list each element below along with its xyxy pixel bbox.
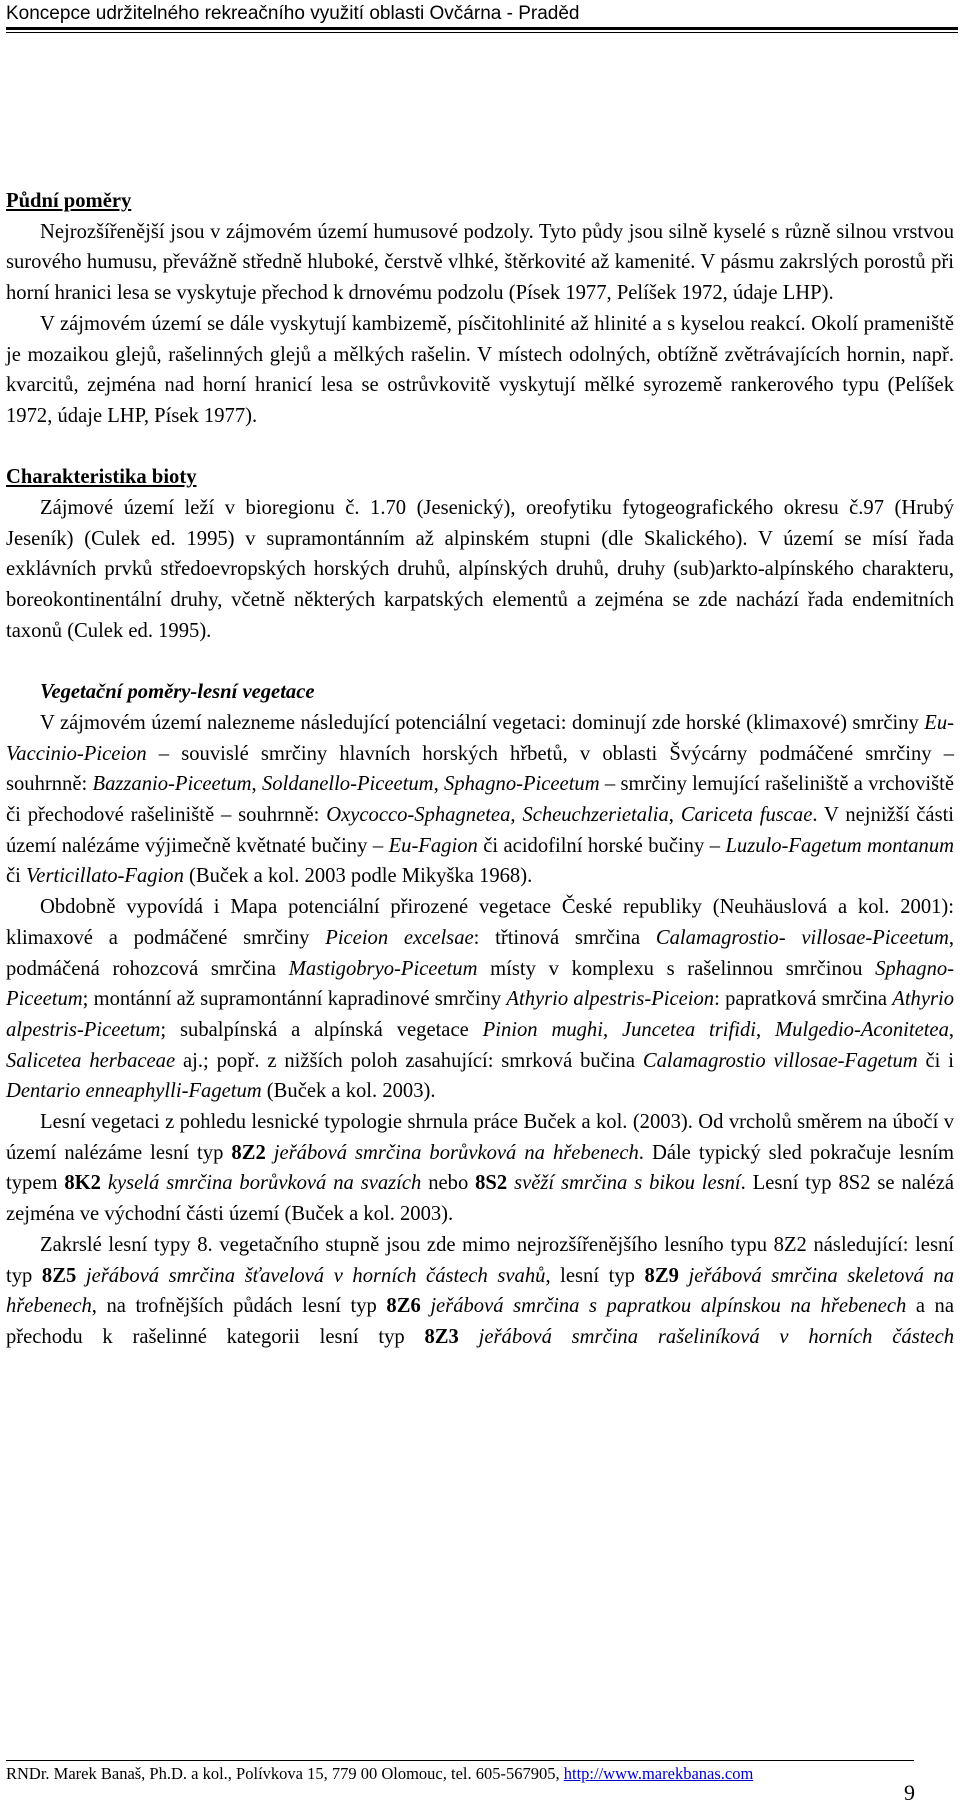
paragraph-vegetation-4 — [6, 1230, 954, 1353]
text-run: či — [6, 865, 27, 888]
footer-website-link[interactable]: http://www.marekbanas.com — [563, 1764, 754, 1783]
forest-type-code: 8Z3 — [424, 1325, 459, 1348]
text-run: , — [251, 773, 262, 796]
italic-term: Salicetea herbaceae — [6, 1049, 176, 1072]
italic-term: Bazzanio-Piceetum — [92, 773, 252, 796]
text-run: , podmáčená rohozcová smrčina — [6, 926, 955, 980]
text-run: , — [755, 1018, 776, 1041]
text-run: – smrčiny lemující rašeliniště a vrchoviště či přechodové rašeliniště – souhrnně: — [6, 773, 955, 827]
page-footer — [6, 1764, 946, 1784]
footer-rule — [6, 1760, 914, 1761]
paragraph-soil-2: V zájmovém území se dále vyskytují kambizemě, písčitohlinité až hlinité a s kyselou reakcí. Okolí prameniště je mozaikou glejů, rašelinných glejů a mělkých rašelin. V místech odolných, obtížně zvětrávajících hornin, např. kvarcitů, zejména nad horní hranicí lesa se ostrůvkovitě vyskytují mělké syrozemě rankerového typu (Pelíšek 1972, údaje LHP, Písek 1977). — [6, 312, 954, 427]
text-run: . V nejnižší části území nalézáme výjimečně květnaté bučiny – — [6, 804, 955, 857]
text-run: V zájmovém území nalezneme následující potenciální vegetaci: dominují zde horské (klimaxové) smrčiny — [40, 711, 925, 734]
paragraph-soil-1: Nejrozšířenější jsou v zájmovém území humusové podzoly. Tyto půdy jsou silně kyselé s různě silnou vrstvou surového humusu, převážně středně hluboké, čerstvě vlhké, štěrkovité až kamenité. V pásmu zakrslých porostů při horní hranici lesa se vyskytuje přechod k drnovému podzolu (Písek 1977, Pelíšek 1972, údaje LHP). — [6, 220, 954, 305]
italic-term: Luzulo-Fagetum montanum — [725, 834, 954, 857]
italic-term: Verticillato-Fagion — [26, 865, 184, 888]
running-header: Koncepce udržitelného rekreačního využití oblasti Ovčárna - Praděd — [6, 3, 580, 24]
text-run: ; subalpínská a alpínská vegetace — [160, 1018, 483, 1041]
text-run: , — [602, 1018, 622, 1041]
italic-term: Athyrio alpestris-Piceetum — [6, 988, 955, 1041]
italic-term: kyselá smrčina borůvková na svazích — [107, 1172, 422, 1195]
section-heading-biota: Charakteristika bioty — [6, 466, 197, 489]
italic-term: svěží smrčina s bikou lesní — [514, 1172, 741, 1195]
text-run: , — [948, 1018, 955, 1041]
text-run: Obdobně vypovídá i Mapa potenciální přirozené vegetace České republiky (Neuhäuslová a kol. 2001): klimaxové a podmáčené smrčiny — [6, 896, 954, 949]
italic-term: Cariceta fuscae — [680, 804, 813, 827]
text-run: , — [668, 804, 681, 827]
italic-term: jeřábová smrčina šťavelová v horních částech svahů — [85, 1264, 546, 1287]
text-run: . Dále typický sled pokračuje lesním typem — [6, 1141, 954, 1195]
text-run: : třtinová smrčina — [473, 926, 656, 949]
text-run: , — [433, 773, 445, 796]
text-run — [76, 1265, 86, 1287]
italic-term: Calamagrostio- villosae-Piceetum — [655, 926, 949, 949]
italic-term: jeřábová smrčina skeletová na hřebenech — [6, 1264, 954, 1318]
text-run: , lesní typ — [545, 1264, 645, 1287]
text-run: (Buček a kol. 2003). — [261, 1080, 436, 1103]
text-run — [101, 1172, 108, 1194]
paragraph-vegetation-2 — [6, 892, 954, 1107]
italic-term: Piceion excelsae — [325, 926, 474, 949]
page-body — [6, 186, 954, 1353]
paragraph-biota-1: Zájmové území leží v bioregionu č. 1.70 (Jesenický), oreofytiku fytogeografického okresu č.97 (Hrubý Jeseník) (Culek ed. 1995) v supramontánním až alpinském stupni (dle Skalického). V území se mísí řada exklávních prvků středoevropských horských druhů, alpínských druhů, druhy (sub)arkto-alpínského charakteru, boreokontinentální druhy, včetně některých karpatských elementů a zejména se zde nachází řada endemitních taxonů (Culek ed. 1995). — [6, 497, 954, 642]
text-run — [459, 1326, 479, 1348]
text-run — [421, 1295, 431, 1317]
italic-term: Sphagno-Piceetum — [444, 773, 600, 796]
section-heading-soil: Půdní poměry — [6, 190, 132, 212]
forest-type-code: 8Z6 — [386, 1295, 421, 1318]
italic-term: Sphagno-Piceetum — [6, 957, 955, 1011]
forest-type-code: 8S2 — [475, 1172, 508, 1195]
forest-type-code: 8Z5 — [41, 1264, 77, 1287]
text-run: aj.; popř. z nižších poloh zasahující: smrková bučina — [175, 1049, 643, 1072]
italic-term: Mastigobryo-Piceetum — [288, 957, 478, 980]
text-run: , na trofnějších půdách lesní typ — [91, 1295, 387, 1318]
paragraph-vegetation-1 — [6, 708, 954, 892]
text-run: nebo — [421, 1172, 476, 1195]
text-run: : papratková smrčina — [714, 988, 893, 1011]
text-run: Lesní vegetaci z pohledu lesnické typologie shrnula práce Buček a kol. (2003). Od vrcholů směrem na úbočí v území nalézáme lesní typ — [6, 1111, 954, 1164]
page-number: 9 — [904, 1780, 915, 1805]
italic-term: Oxycocco-Sphagnetea — [326, 804, 511, 827]
paragraph-vegetation-3 — [6, 1107, 954, 1230]
forest-type-code: 8K2 — [64, 1172, 101, 1195]
text-run: – souvislé smrčiny hlavních horských hřbetů, v oblasti Švýcárny podmáčené smrčiny – souhrnně: — [6, 742, 954, 796]
text-run: . Lesní typ 8S2 se nalézá zejména ve východní části území (Buček a kol. 2003). — [6, 1172, 955, 1226]
italic-term: Mulgedio-Aconitetea — [775, 1018, 949, 1041]
text-run: či i — [917, 1049, 954, 1072]
footer-contact: RNDr. Marek Banaš, Ph.D. a kol., Polívkova 15, 779 00 Olomouc, tel. 605-567905, — [6, 1764, 564, 1783]
italic-term: jeřábová smrčina borůvková na hřebenech — [273, 1141, 639, 1164]
text-run: či acidofilní horské bučiny – — [477, 834, 726, 857]
italic-term: jeřábová smrčina rašeliníková v horních částech — [478, 1325, 955, 1348]
text-run: ; montánní až supramontánní kapradinové smrčiny — [82, 988, 507, 1011]
italic-term: Athyrio alpestris-Piceion — [506, 988, 715, 1011]
italic-term: Dentario enneaphylli-Fagetum — [6, 1080, 262, 1103]
italic-term: Soldanello-Piceetum — [262, 773, 434, 796]
section-heading-vegetation: Vegetační poměry-lesní vegetace — [40, 681, 315, 704]
header-rule — [6, 27, 958, 33]
italic-term: jeřábová smrčina s papratkou alpínskou na hřebenech — [430, 1295, 907, 1318]
text-run: místy v komplexu s rašelinnou smrčinou — [477, 957, 876, 980]
text-run: , — [510, 804, 523, 827]
text-run: a na přechodu k rašelinné kategorii lesní typ — [6, 1295, 954, 1348]
text-run: Zakrslé lesní typy 8. vegetačního stupně jsou zde mimo nejrozšířenějšího lesního typu 8Z2 následující: lesní typ — [6, 1233, 954, 1287]
text-run — [266, 1142, 274, 1164]
italic-term: Juncetea trifidi — [621, 1018, 756, 1041]
text-run: (Buček a kol. 2003 podle Mikyška 1968). — [183, 865, 533, 888]
italic-term: Pinion mughi — [482, 1018, 603, 1041]
italic-term: Calamagrostio villosae-Fagetum — [642, 1049, 918, 1072]
forest-type-code: 8Z9 — [644, 1264, 679, 1287]
italic-term: Eu-Vaccinio-Piceion — [6, 711, 954, 765]
forest-type-code: 8Z2 — [231, 1141, 266, 1164]
italic-term: Scheuchzerietalia — [522, 804, 669, 827]
italic-term: Eu-Fagion — [388, 834, 478, 857]
